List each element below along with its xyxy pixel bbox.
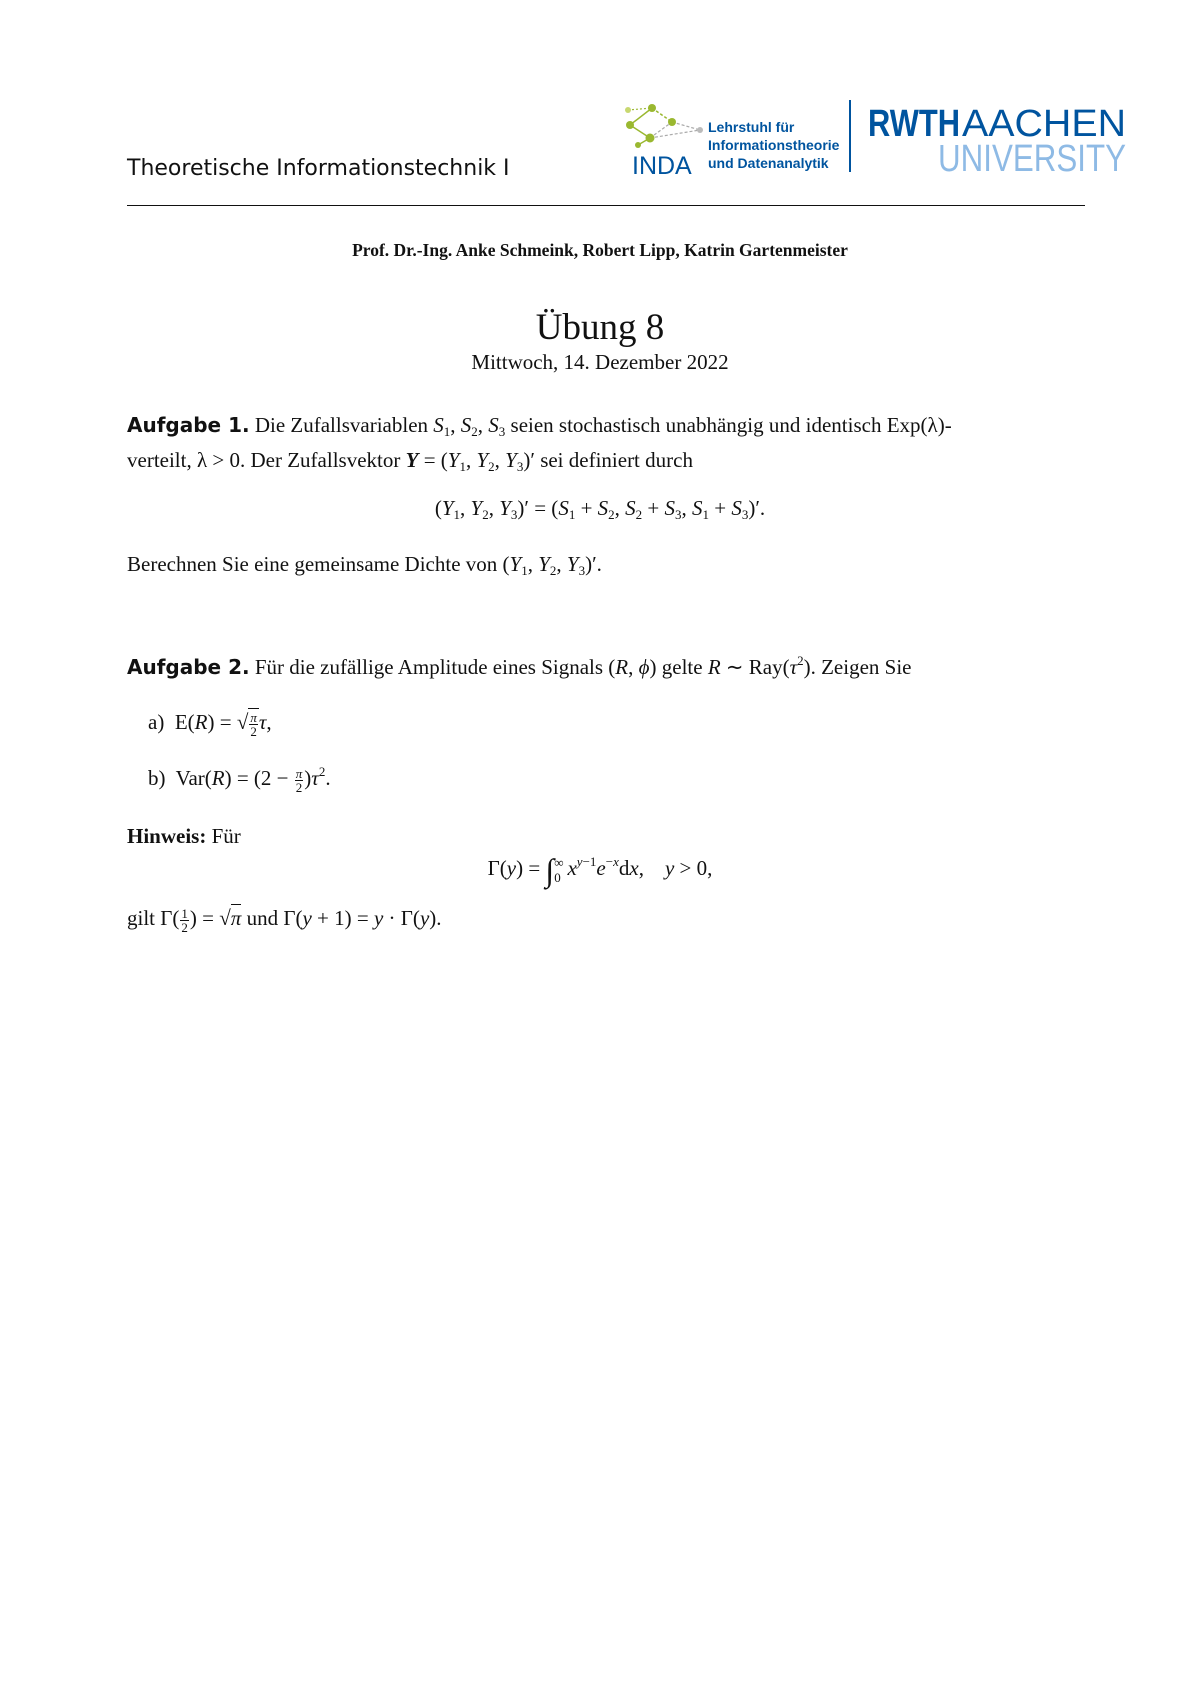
sheet-title: Übung 8 [535, 307, 665, 348]
task1-equation: ($Y_1$, $Y_2$, $Y_3)' = (S_1 + S_2$, $S_2 + S_3$, $S_1 + S_3)'$. [434, 496, 766, 522]
network-graph-icon [625, 104, 703, 148]
task2-item-b: b) Var(R) = (2 − $\frac{\pi}{2}$ )$\tau^2$. [148, 764, 331, 795]
task1-paragraph [127, 411, 1087, 481]
task2-text-c: . Zeigen Sie [810, 655, 912, 679]
sheet-date: Mittwoch, 14. Dezember 2022 [471, 350, 729, 374]
task1-variables: $S_1$, $S_2$, $S_3$ [433, 413, 506, 439]
course-title: Theoretische Informationstechnik I [127, 156, 510, 181]
logo-divider [849, 100, 851, 172]
inda-line3: und Datenanalytik [708, 155, 829, 171]
gamma-definition: Γ(y) = ∫ ∞ 0 $x^{y-1}e^{-x}dx$, y > 0, [487, 852, 713, 888]
hint-line1 [127, 822, 1087, 851]
task1-text-c: verteilt, λ > 0. Der Zufallsvektor [127, 448, 401, 472]
hint-text-c: und [246, 906, 279, 930]
task1-label: Aufgabe 1. [127, 413, 250, 437]
aachen-word: AACHEN [962, 103, 1126, 145]
hint-line2: gilt Γ( $\frac{1}{2}$ ) = √π und Γ(y + 1) = y · Γ(y). [127, 905, 442, 935]
inda-acronym: INDA [632, 152, 692, 180]
rwth-logo [868, 103, 1128, 180]
task1-text-b: seien stochastisch unabhängig und identisch Exp(λ)- [510, 413, 952, 437]
authors: Prof. Dr.-Ing. Anke Schmeink, Robert Lipp, Katrin Gartenmeister [352, 240, 848, 260]
task2-text-a: Für die zufällige Amplitude eines Signals [254, 655, 604, 679]
inda-line2: Informationstheorie [708, 137, 840, 153]
rwth-word: RWTH [868, 103, 960, 145]
task1-question: Berechnen Sie eine gemeinsame Dichte von ($Y_1$, $Y_2$, $Y_3)'$. [127, 552, 602, 578]
item-a-label: a) [148, 710, 165, 734]
task1-vector: $Y = (Y_1$, $Y_2$, $Y_3)'$ [405, 448, 535, 474]
task2-paragraph: Aufgabe 2. Für die zufällige Amplitude eines Signals (R, ϕ) gelte R ∼ $Ray(\tau^2)$. Zeigen Sie [127, 653, 912, 679]
header-rule [127, 205, 1085, 206]
hint-text-b: gilt [127, 906, 156, 930]
task1-question-text: Berechnen Sie eine gemeinsame Dichte von [127, 552, 498, 576]
hint-label: Hinweis: [127, 824, 207, 848]
task2-item-a: a) E(R) = √ $\frac{\pi}{2}$ τ, [148, 709, 272, 739]
item-b-label: b) [148, 766, 166, 790]
hint-text-a: Für [211, 824, 241, 848]
task1-text-d: sei definiert durch [540, 448, 693, 472]
task2-text-b: gelte [661, 655, 703, 679]
university-word: UNIVERSITY [938, 138, 1126, 180]
task1-text-a: Die Zufallsvariablen [254, 413, 429, 437]
inda-logo [620, 100, 850, 178]
task2-label: Aufgabe 2. [127, 655, 250, 679]
inda-line1: Lehrstuhl für [708, 119, 795, 135]
